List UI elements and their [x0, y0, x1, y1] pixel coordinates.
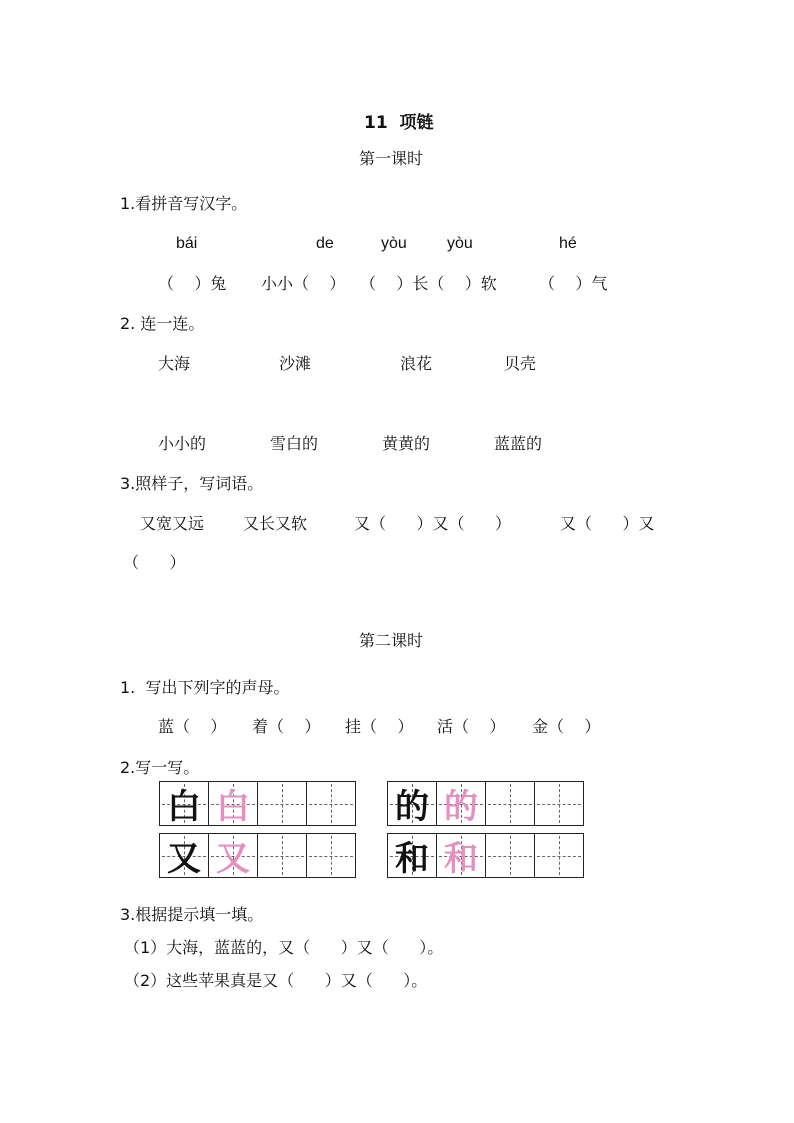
- blank-word-2: 又（ ）又: [560, 514, 655, 533]
- writing-grid-bai: [159, 781, 356, 826]
- connect-bottom-3: 黄黄的: [382, 434, 431, 453]
- pinyin-you-2: yòu: [447, 235, 473, 252]
- initial-item-2: 着（ ）: [252, 717, 321, 736]
- initial-item-5: 金（ ）: [532, 717, 601, 736]
- fill-sentence-2: （2）这些苹果真是又（ ）又（ ）。: [124, 971, 428, 990]
- grid-cell: [437, 834, 486, 877]
- pinyin-you-1: yòu: [381, 235, 407, 252]
- grid-cell[interactable]: [258, 782, 307, 825]
- trace-char: 的: [444, 787, 478, 827]
- connect-top-3: 浪花: [400, 354, 433, 373]
- grid-cell: [388, 834, 437, 877]
- connect-bottom-2: 雪白的: [270, 434, 319, 453]
- pinyin-bai: bái: [176, 235, 198, 252]
- writing-grid-de: [387, 781, 584, 826]
- connect-top-2: 沙滩: [279, 354, 312, 373]
- grid-cell: [160, 782, 209, 825]
- l2-q2-label: 2.写一写。: [120, 758, 200, 777]
- l1-q1-item-3: （ ）长（ ）软: [360, 274, 497, 293]
- grid-cell: [209, 834, 258, 877]
- grid-cell[interactable]: [307, 782, 355, 825]
- model-char: 白: [167, 787, 201, 827]
- l1-q3-label: 3.照样子，写词语。: [120, 474, 264, 493]
- l1-q2-label: 2. 连一连。: [120, 314, 205, 333]
- grid-cell[interactable]: [535, 834, 583, 877]
- grid-cell[interactable]: [258, 834, 307, 877]
- l1-q1-item-4: （ ）气: [539, 274, 608, 293]
- grid-cell: [160, 834, 209, 877]
- connect-bottom-1: 小小的: [158, 434, 207, 453]
- fill-sentence-1: （1）大海，蓝蓝的，又（ ）又（ ）。: [124, 938, 444, 957]
- l1-q1-item-1: （ ）兔: [158, 274, 227, 293]
- lesson2-heading: 第二课时: [359, 631, 424, 650]
- trace-char: 白: [216, 787, 250, 827]
- example-word-1: 又宽又远: [140, 514, 205, 533]
- worksheet-title: 11 项链: [364, 113, 434, 133]
- model-char: 和: [395, 839, 429, 879]
- trace-char: 和: [444, 839, 478, 879]
- initial-item-3: 挂（ ）: [345, 717, 414, 736]
- connect-top-1: 大海: [158, 354, 191, 373]
- blank-word-1: 又（ ）又（ ）: [354, 514, 512, 533]
- l1-q1-item-2: 小小（ ）: [261, 274, 346, 293]
- grid-cell[interactable]: [486, 834, 535, 877]
- grid-cell: [388, 782, 437, 825]
- grid-cell[interactable]: [486, 782, 535, 825]
- initial-item-4: 活（ ）: [437, 717, 506, 736]
- grid-cell[interactable]: [535, 782, 583, 825]
- connect-top-4: 贝壳: [504, 354, 537, 373]
- model-char: 又: [167, 839, 201, 879]
- model-char: 的: [395, 787, 429, 827]
- initial-item-1: 蓝（ ）: [158, 717, 227, 736]
- writing-grid-you: [159, 833, 356, 878]
- example-word-2: 又长又软: [243, 514, 308, 533]
- lesson1-heading: 第一课时: [359, 149, 424, 168]
- grid-cell: [209, 782, 258, 825]
- writing-grid-he: [387, 833, 584, 878]
- pinyin-he: hé: [559, 235, 577, 252]
- grid-cell: [437, 782, 486, 825]
- l2-q1-label: 1. 写出下列字的声母。: [120, 678, 290, 697]
- l1-q1-label: 1.看拼音写汉字。: [120, 194, 248, 213]
- pinyin-de: de: [316, 235, 334, 252]
- blank-word-2-cont: （ ）: [123, 553, 186, 572]
- grid-cell[interactable]: [307, 834, 355, 877]
- l2-q3-label: 3.根据提示填一填。: [120, 905, 264, 924]
- trace-char: 又: [216, 839, 250, 879]
- connect-bottom-4: 蓝蓝的: [494, 434, 543, 453]
